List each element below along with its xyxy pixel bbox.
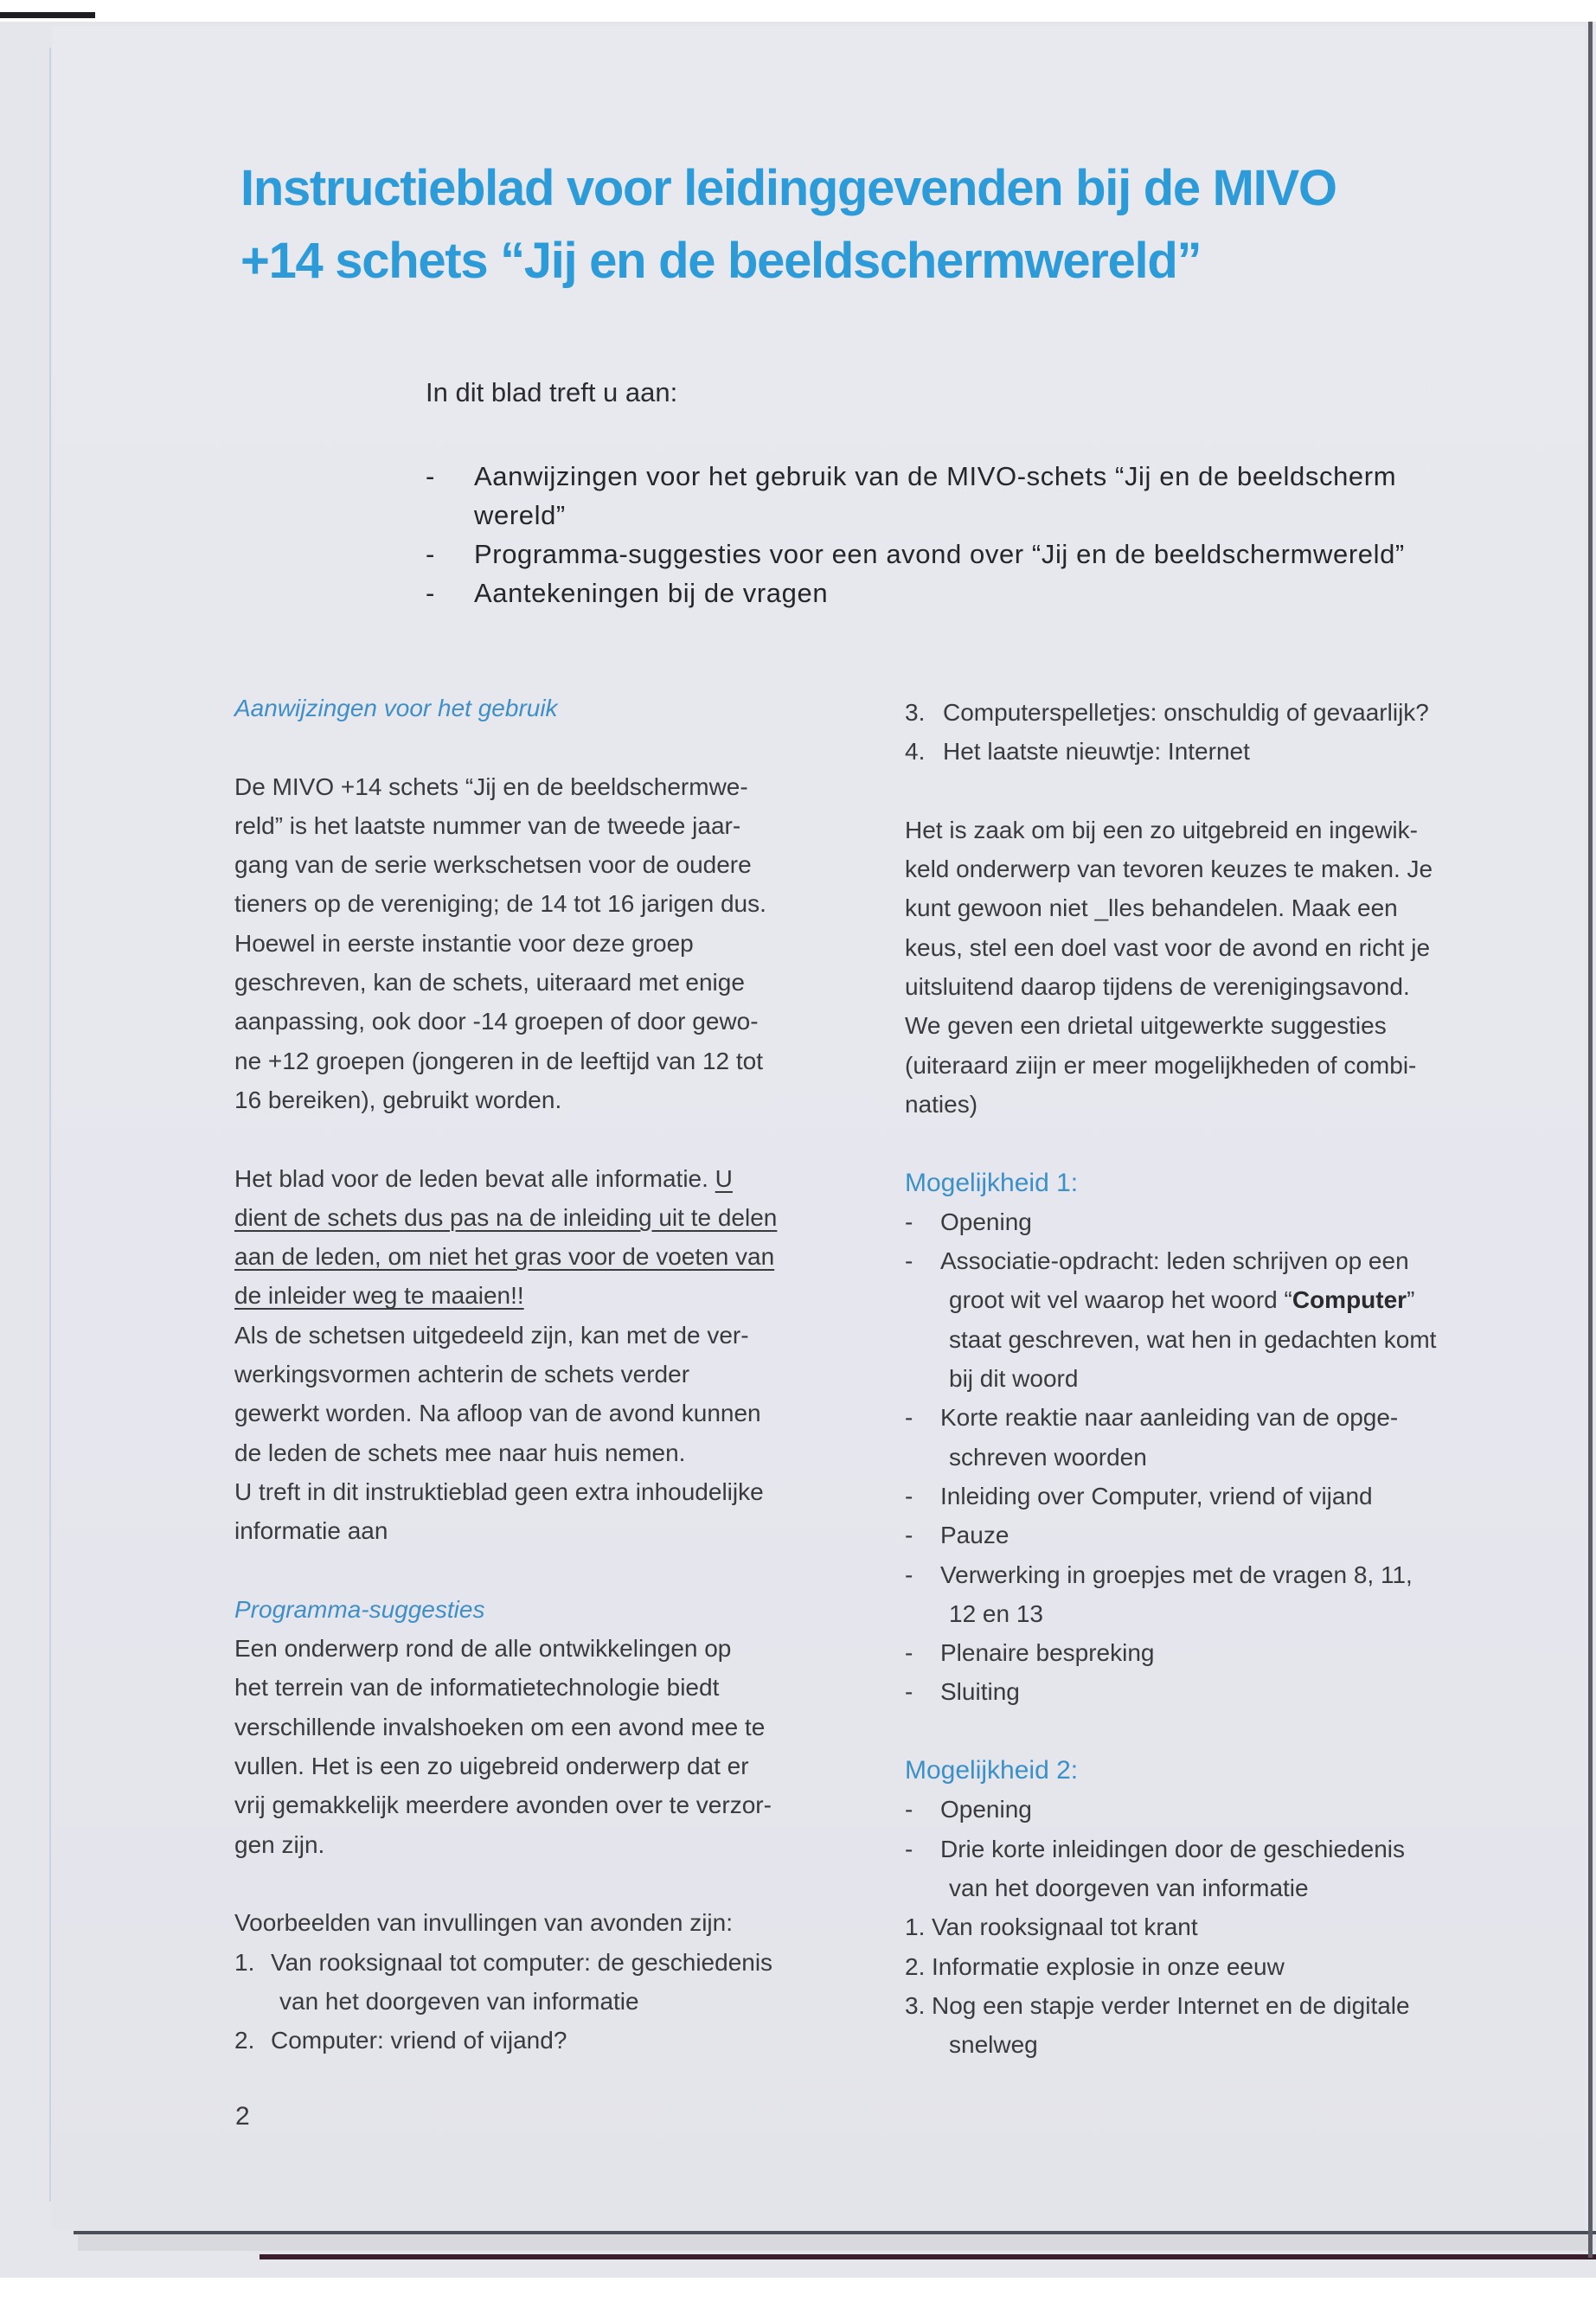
paragraph-line — [234, 1629, 840, 1668]
list-item-line — [905, 1359, 1510, 1398]
paragraph-line — [905, 849, 1510, 888]
list-item-line — [905, 1398, 1510, 1437]
list-dash: - — [905, 1835, 913, 1862]
line-text: de leden de schets mee naar huis nemen. — [234, 1439, 686, 1466]
list-item-line — [905, 1986, 1510, 2025]
line-text: verschillende invalshoeken om een avond mee te — [234, 1713, 766, 1740]
paragraph-line — [234, 1433, 840, 1472]
line-text: snelweg — [949, 2031, 1038, 2059]
line-text — [949, 1286, 1414, 1313]
line-text: van het doorgeven van informatie — [949, 1874, 1309, 1901]
text-segment: ” — [1407, 1286, 1415, 1314]
line-text: keld onderwerp van tevoren keuzes te maken. Je — [905, 856, 1433, 883]
spacer — [234, 1864, 840, 1903]
list-dash: - — [905, 1482, 913, 1509]
list-item-line — [905, 1438, 1510, 1477]
line-text: Sluiting — [940, 1678, 1020, 1706]
paragraph-line — [234, 1276, 840, 1315]
paragraph-line — [234, 1785, 840, 1824]
paragraph-line — [234, 767, 840, 806]
intro-contents-list — [426, 457, 1405, 612]
paragraph-line — [234, 1355, 840, 1394]
paragraph-line — [234, 1903, 840, 1942]
line-text: Plenaire bespreking — [940, 1639, 1155, 1667]
paragraph-line — [234, 1080, 840, 1119]
line-text: uitsluitend daarop tijdens de verenigingsavond. — [905, 973, 1410, 1001]
list-item-line — [905, 1633, 1510, 1672]
line-text: Van rooksignaal tot computer: de geschiedenis — [271, 1948, 773, 1976]
line-text: schreven woorden — [949, 1443, 1147, 1471]
line-text: Voorbeelden van invullingen van avonden zijn: — [234, 1909, 733, 1937]
list-number: 3. — [905, 1991, 926, 2019]
contents-list-item — [426, 574, 1405, 612]
line-text: geschreven, kan de schets, uiteraard met enige — [234, 969, 745, 997]
page-shadow-bottom — [78, 2235, 1592, 2251]
list-number: 1. — [234, 1948, 255, 1976]
list-number: 3. — [905, 699, 926, 726]
paragraph-line — [234, 924, 840, 963]
spacer — [234, 1119, 840, 1158]
list-item-line — [905, 1907, 1510, 1946]
contents-list-item — [426, 535, 1405, 574]
section-heading: Programma-suggesties — [234, 1595, 485, 1623]
line-text: Inleiding over Computer, vriend of vijand — [940, 1482, 1373, 1509]
list-item-line — [234, 2021, 840, 2060]
line-text: ne +12 groepen (jongeren in de leeftijd van 12 tot — [234, 1047, 764, 1074]
underlined-text: aan de leden, om niet het gras voor de voeten van — [234, 1243, 775, 1271]
page-title — [240, 152, 1336, 298]
line-text: staat geschreven, wat hen in gedachten komt — [949, 1325, 1437, 1353]
spacer — [234, 727, 840, 766]
list-item-text: wereld” — [474, 500, 566, 530]
paragraph-line — [905, 967, 1510, 1006]
line-text: kunt gewoon niet _lles behandelen. Maak een — [905, 894, 1398, 922]
line-text: We geven een drietal uitgewerkte suggesties — [905, 1012, 1387, 1040]
list-item-line — [905, 1830, 1510, 1868]
underlined-text: dient de schets dus pas na de inleiding uit te delen — [234, 1203, 778, 1231]
line-text — [234, 1204, 777, 1231]
list-item-line — [234, 1943, 840, 1982]
list-item-line — [905, 1594, 1510, 1633]
bold-text: Computer — [1292, 1286, 1407, 1314]
list-dash: - — [905, 1678, 913, 1706]
line-text: gen zijn. — [234, 1830, 325, 1858]
line-text: Computer: vriend of vijand? — [271, 2027, 567, 2054]
text-segment: Het blad voor de leden bevat alle informatie. — [234, 1164, 715, 1192]
list-item-line — [905, 1477, 1510, 1516]
list-item-line — [905, 1868, 1510, 1907]
list-dash: - — [905, 1208, 913, 1235]
paragraph-line — [905, 928, 1510, 967]
paragraph-line — [234, 1511, 840, 1550]
paragraph-line — [905, 888, 1510, 927]
spacer — [905, 1124, 1510, 1163]
list-item-text: Programma-suggesties voor een avond over “Jij en de beeldschermwereld” — [474, 539, 1405, 569]
paragraph-line — [234, 1708, 840, 1747]
list-dash: - — [426, 539, 435, 569]
line-text — [234, 1165, 733, 1192]
list-item-line — [905, 1672, 1510, 1711]
paragraph-line — [234, 845, 840, 884]
paragraph-line — [234, 1747, 840, 1785]
list-item-line — [905, 1241, 1510, 1280]
line-text: (uiteraard ziijn er meer mogelijkheden of combi- — [905, 1051, 1417, 1079]
line-text: vullen. Het is een zo uigebreid onderwerp dat er — [234, 1753, 749, 1780]
line-text: Een onderwerp rond de alle ontwikkelingen op — [234, 1635, 732, 1663]
list-item-line — [905, 1280, 1510, 1319]
line-text: vrij gemakkelijk meerdere avonden over te verzor- — [234, 1791, 772, 1819]
line-text: reld” is het laatste nummer van de tweede jaar- — [234, 811, 741, 839]
line-text: 12 en 13 — [949, 1599, 1043, 1627]
list-dash: - — [426, 461, 435, 491]
paragraph-line — [234, 1042, 840, 1080]
page-number: 2 — [235, 2102, 250, 2131]
list-number: 1. — [905, 1913, 926, 1941]
paragraph-line — [234, 1316, 840, 1355]
list-item-line — [905, 1202, 1510, 1241]
list-item-line — [905, 1790, 1510, 1829]
list-item-line — [905, 2025, 1510, 2064]
paragraph-line — [905, 811, 1510, 849]
line-text: tieners op de vereniging; de 14 tot 16 jarigen dus. — [234, 890, 766, 918]
list-number: 2. — [234, 2027, 255, 2054]
list-dash: - — [905, 1796, 913, 1823]
paragraph-line — [234, 1159, 840, 1198]
line-text: Als de schetsen uitgedeeld zijn, kan met de ver- — [234, 1321, 749, 1349]
line-text: 16 bereiken), gebruikt worden. — [234, 1086, 562, 1113]
line-text: informatie aan — [234, 1517, 388, 1545]
page-title-line: +14 schets “Jij en de beeldschermwereld” — [240, 233, 1202, 289]
line-text: Opening — [940, 1796, 1032, 1823]
line-text: Verwerking in groepjes met de vragen 8, 11, — [940, 1561, 1413, 1588]
line-text: Opening — [940, 1208, 1032, 1235]
line-text: U treft in dit instruktieblad geen extra inhoudelijke — [234, 1477, 764, 1505]
line-text: Associatie-opdracht: leden schrijven op een — [940, 1247, 1409, 1275]
paragraph-line — [905, 1085, 1510, 1124]
line-text: bij dit woord — [949, 1365, 1079, 1393]
line-text: Het is zaak om bij een zo uitgebreid en ingewik- — [905, 816, 1418, 843]
line-text: Nog een stapje verder Internet en de digitale — [932, 1991, 1410, 2019]
list-dash: - — [905, 1561, 913, 1588]
binder-edge-top — [0, 12, 95, 18]
line-text: het terrein van de informatietechnologie biedt — [234, 1674, 720, 1702]
paragraph-line — [905, 1046, 1510, 1085]
text-segment: groot wit vel waarop het woord “ — [949, 1286, 1292, 1314]
list-item-line — [905, 1555, 1510, 1594]
line-text: Pauze — [940, 1522, 1010, 1549]
paragraph-line — [234, 1198, 840, 1237]
paragraph-line — [234, 1825, 840, 1864]
line-text: aanpassing, ook door -14 groepen of door gewo- — [234, 1008, 759, 1035]
paragraph-line — [234, 1394, 840, 1433]
paragraph-line — [234, 806, 840, 845]
paragraph-line — [234, 1237, 840, 1276]
list-dash: - — [905, 1247, 913, 1275]
list-dash: - — [905, 1522, 913, 1549]
line-text — [234, 1282, 524, 1309]
list-item-text: Aantekeningen bij de vragen — [474, 578, 829, 608]
binder-edge-bottom — [260, 2254, 1596, 2259]
section-heading: Mogelijkheid 2: — [905, 1756, 1079, 1785]
list-item-line — [905, 693, 1510, 732]
list-dash: - — [905, 1639, 913, 1667]
line-text: gewerkt worden. Na afloop van de avond kunnen — [234, 1400, 761, 1427]
line-text: Drie korte inleidingen door de geschiedenis — [940, 1835, 1406, 1862]
line-text: keus, stel een doel vast voor de avond en richt je — [905, 933, 1431, 961]
line-text: naties) — [905, 1090, 978, 1118]
line-text: De MIVO +14 schets “Jij en de beeldschermwe- — [234, 772, 748, 800]
line-text: Van rooksignaal tot krant — [932, 1913, 1198, 1941]
list-number: 4. — [905, 738, 926, 766]
paragraph-line — [234, 884, 840, 923]
list-dash: - — [426, 578, 435, 608]
intro-lead: In dit blad treft u aan: — [426, 377, 678, 407]
list-item-line — [905, 1320, 1510, 1359]
list-item-line — [234, 1982, 840, 2021]
spacer — [905, 772, 1510, 811]
paragraph-line — [234, 1002, 840, 1041]
list-item-text: Aanwijzingen voor het gebruik van de MIVO-schets “Jij en de beeldscherm — [474, 461, 1397, 491]
contents-list-item — [426, 457, 1405, 496]
paragraph-line — [234, 1472, 840, 1511]
paragraph-line — [234, 1668, 840, 1707]
paragraph-line — [905, 1006, 1510, 1045]
line-text: Informatie explosie in onze eeuw — [932, 1952, 1285, 1980]
underlined-text: U — [715, 1164, 733, 1192]
line-text: werkingsvormen achterin de schets verder — [234, 1361, 690, 1388]
page-edge-bottom — [74, 2231, 1596, 2234]
line-text — [234, 1243, 774, 1270]
right-column — [905, 693, 1510, 2064]
paragraph-line — [234, 963, 840, 1002]
binder-edge-right — [1588, 22, 1593, 2258]
line-text: Korte reaktie naar aanleiding van de opge- — [940, 1404, 1399, 1432]
line-text: Computerspelletjes: onschuldig of gevaarlijk? — [943, 699, 1429, 726]
list-dash: - — [905, 1404, 913, 1432]
list-item-line — [905, 732, 1510, 771]
spacer — [905, 1712, 1510, 1751]
list-item-line — [905, 1947, 1510, 1986]
list-number: 2. — [905, 1952, 926, 1980]
line-text: van het doorgeven van informatie — [279, 1987, 639, 2015]
spacer — [234, 1551, 840, 1590]
section-heading: Mogelijkheid 1: — [905, 1168, 1079, 1197]
line-text: Hoewel in eerste instantie voor deze groep — [234, 929, 694, 957]
page-edge-left — [49, 48, 51, 2202]
line-text: Het laatste nieuwtje: Internet — [943, 738, 1250, 766]
page-title-line: Instructieblad voor leidinggevenden bij de MIVO — [240, 160, 1336, 216]
list-item-line — [905, 1516, 1510, 1554]
contents-list-item — [426, 496, 1405, 535]
section-heading: Aanwijzingen voor het gebruik — [234, 695, 558, 721]
left-column — [234, 689, 840, 2060]
underlined-text: de inleider weg te maaien!! — [234, 1282, 524, 1310]
line-text: gang van de serie werkschetsen voor de oudere — [234, 851, 752, 879]
